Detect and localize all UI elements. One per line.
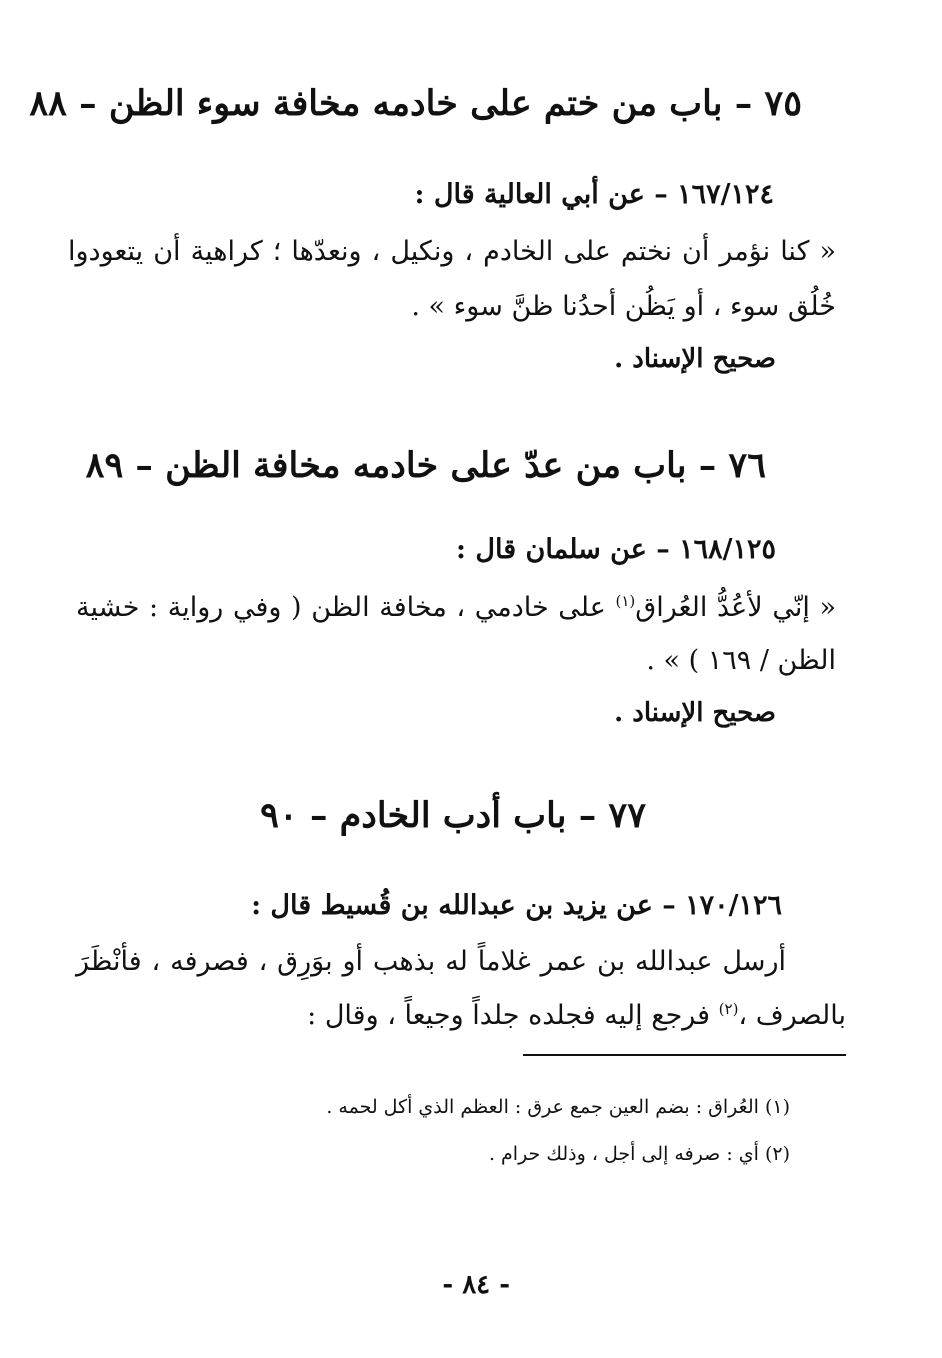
text-fragment: فرجع إليه فجلده جلداً وجيعاً ، وقال :	[307, 1000, 719, 1031]
footnote-1: (١) العُراق : بضم العين جمع عرق : العظم الذي أكل لحمه .	[326, 1096, 790, 1118]
page-number: - ٨٤ -	[442, 1270, 510, 1300]
hadith-text-line: خُلُق سوء ، أو يَظُن أحدُنا ظنَّ سوء » .	[411, 291, 836, 322]
text-fragment: على خادمي ، مخافة الظن ( وفي رواية : خشية	[76, 592, 616, 623]
hadith-text-line: أرسل عبدالله بن عمر غلاماً له بذهب أو بوَرِق ، فصرفه ، فأنْظَرَ	[76, 946, 786, 977]
footnote-separator	[523, 1054, 846, 1056]
hadith-text-line	[76, 594, 836, 621]
hadith-grade: صحيح الإسناد .	[614, 698, 776, 728]
hadith-number-125: ١٦٨/١٢٥ – عن سلمان قال :	[456, 534, 776, 565]
hadith-grade: صحيح الإسناد .	[614, 344, 776, 374]
footnote-2: (٢) أي : صرفه إلى أجل ، وذلك حرام .	[488, 1143, 790, 1165]
text-fragment: بالصرف ،	[738, 1000, 846, 1031]
section-heading-77: ٧٧ – باب أدب الخادم – ٩٠	[260, 795, 646, 836]
text-fragment: « إنّي لأعُدُّ العُراق	[635, 592, 836, 623]
footnote-marker: (١)	[615, 592, 636, 610]
hadith-number-124: ١٦٧/١٢٤ – عن أبي العالية قال :	[414, 179, 774, 210]
hadith-text-line: « كنا نؤمر أن نختم على الخادم ، ونكيل ، ونعدّها ؛ كراهية أن يتعودوا	[68, 236, 836, 267]
hadith-number-126: ١٧٠/١٢٦ – عن يزيد بن عبدالله بن قُسيط قال :	[251, 890, 782, 921]
footnote-marker: (٢)	[718, 1000, 739, 1018]
hadith-text-line	[307, 1002, 846, 1029]
section-heading-76: ٧٦ – باب من عدّ على خادمه مخافة الظن – ٨٩	[85, 445, 766, 486]
hadith-text-line: الظن / ١٦٩ ) » .	[646, 645, 836, 676]
section-heading-75: ٧٥ – باب من ختم على خادمه مخافة سوء الظن – ٨٨	[29, 83, 802, 124]
